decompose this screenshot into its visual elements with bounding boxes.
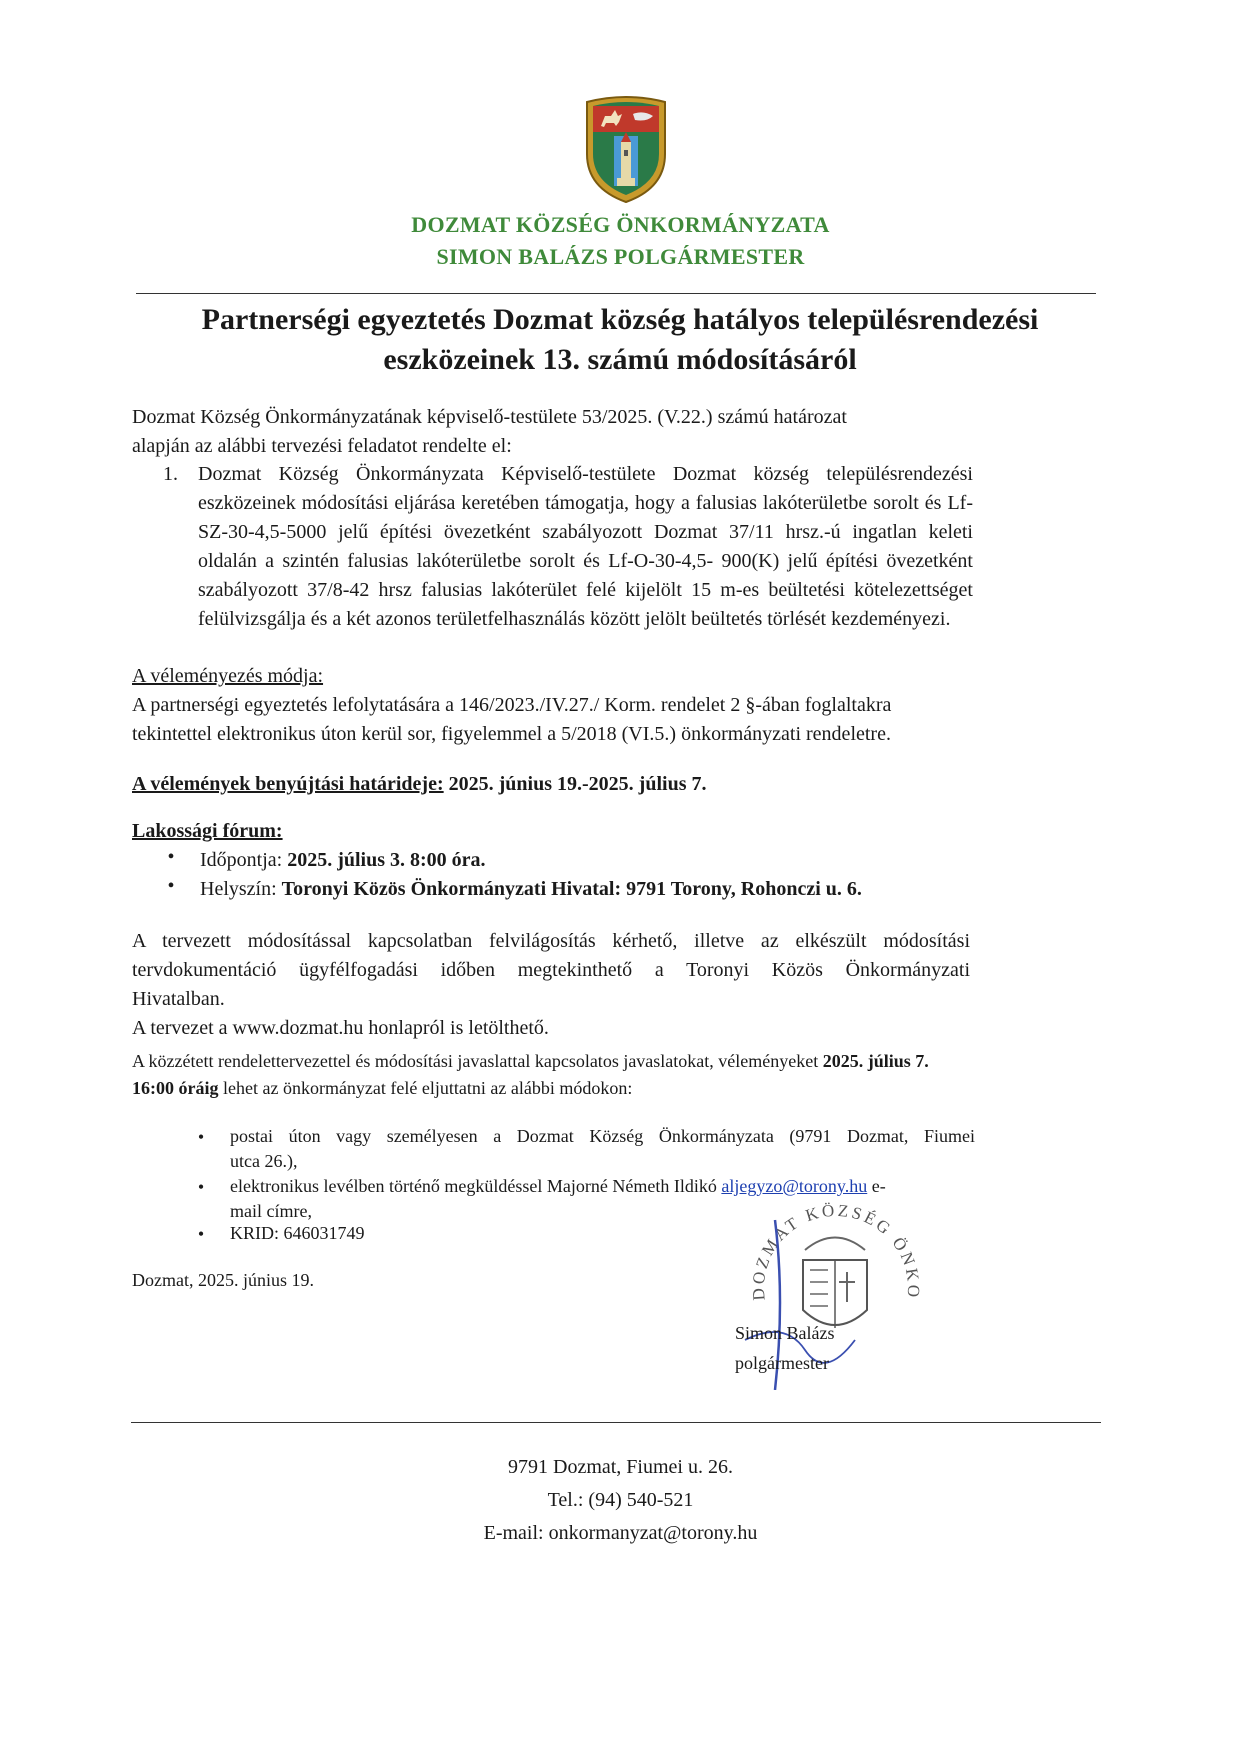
signature-block	[735, 1318, 835, 1378]
mayor-line: SIMON BALÁZS POLGÁRMESTER	[436, 244, 805, 269]
signer-name: Simon Balázs	[735, 1323, 835, 1343]
submit-date-part2: július 7. 16:00 óráig	[132, 1051, 929, 1098]
forum-place	[200, 875, 1100, 904]
submit-pre: A közzétett rendelettervezettel és módosítási javaslattal kapcsolatos javaslatokat, véleményeket	[132, 1051, 823, 1071]
intro-line-2: alapján az alábbi tervezési feladatot rendelte el:	[132, 435, 512, 457]
review-heading: A véleményezés módja:	[132, 665, 324, 687]
forum-place-label: Helyszín:	[200, 878, 282, 900]
review-line-2: tekintettel elektronikus úton kerül sor, figyelemmel a 5/2018 (VI.5.) önkormányzati rendeletre.	[132, 723, 891, 745]
forum-time-label: Időpontja:	[200, 849, 288, 871]
forum-time	[200, 846, 1100, 875]
bullet-icon: •	[197, 1224, 205, 1244]
forum-heading: Lakossági fórum:	[132, 820, 283, 842]
email-link[interactable]: aljegyzo@torony.hu	[721, 1176, 868, 1196]
footer-address: 9791 Dozmat, Fiumei u. 26.	[508, 1456, 733, 1478]
info-paragraph	[132, 927, 970, 1043]
intro-line-1: Dozmat Község Önkormányzatának képviselő-testülete 53/2025. (V.22.) számú határozat	[132, 406, 847, 428]
forum-time-value: 2025. július 3. 8:00 óra.	[287, 849, 486, 871]
deadline-label: A vélemények benyújtási határideje:	[132, 773, 444, 795]
submit-date-part1: 2025.	[822, 1051, 864, 1071]
method-post	[230, 1124, 975, 1174]
bullet-icon: •	[167, 875, 175, 897]
info-line-2: tervdokumentáció ügyfélfogadási időben megtekinthető a Toronyi Közös Önkormányzati	[132, 959, 970, 981]
bullet-icon: •	[197, 1177, 205, 1197]
header-divider	[136, 293, 1096, 294]
document-title	[140, 300, 1100, 380]
submit-paragraph	[132, 1048, 970, 1102]
forum-place-value: Toronyi Közös Önkormányzati Hivatal: 9791 Torony, Rohonczi u. 6.	[281, 878, 862, 900]
footer-divider	[131, 1422, 1101, 1423]
place-date: Dozmat, 2025. június 19.	[132, 1270, 314, 1290]
method-email-text: elektronikus levélben történő megküldéssel Majorné Németh Ildikó	[230, 1176, 722, 1196]
org-name: DOZMAT KÖZSÉG ÖNKORMÁNYZATA	[411, 212, 830, 237]
bullet-icon: •	[167, 846, 175, 868]
review-line-1: A partnerségi egyeztetés lefolytatására a 146/2023./IV.27./ Korm. rendelet 2 §-ában foglaltakra	[132, 694, 892, 716]
svg-text:DOZMAT KÖZSÉG ÖNKORMÁNYZATA: DOZMAT KÖZSÉG ÖNKO	[748, 1200, 924, 1302]
bullet-icon: •	[197, 1127, 205, 1147]
deadline-line	[132, 770, 1112, 799]
intro-paragraph	[132, 403, 1112, 461]
signer-role: polgármester	[735, 1353, 829, 1373]
submit-post: lehet az önkormányzat felé eljuttatni az alábbi módokon:	[218, 1078, 633, 1098]
title-line-2: eszközeinek 13. számú módosításáról	[383, 343, 857, 376]
method-email-suffix: e-	[867, 1176, 886, 1196]
method-krid: KRID: 646031749	[230, 1223, 365, 1243]
task-text: Dozmat Község Önkormányzata Képviselő-testülete Dozmat község településrendezési eszközeinek módosítási eljárása keretében támogatja, hogy a falusias lakóterületbe sorolt és Lf-SZ-30-4,5-5000 jelű építési övezetként szabályozott Dozmat 37/11 hrsz.-ú ingatlan keleti oldalán a szintén falusias lakóterületbe sorolt és Lf-O-30-4,5- 900(K) jelű építési övezetként szabályozott 37/8-42 hrsz falusias lakóterület felé kijelölt 15 m-es beültetési kötelezettséget felülvizsgálja és a két azonos területfelhasználás között jelölt beültetés törlését kezdeményezi.	[198, 463, 973, 630]
info-line-3: Hivatalban.	[132, 988, 225, 1010]
method-post-line-1: postai úton vagy személyesen a Dozmat Község Önkormányzata (9791 Dozmat, Fiumei	[230, 1126, 975, 1146]
review-section	[132, 662, 1112, 749]
info-line-1: A tervezett módosítással kapcsolatban felvilágosítás kérhető, illetve az elkészült módosítási	[132, 930, 970, 952]
method-email-line-2: mail címre,	[230, 1201, 312, 1221]
deadline-value: 2025. június 19.-2025. július 7.	[443, 773, 707, 795]
municipal-crest	[581, 92, 671, 204]
info-line-4: A tervezet a www.dozmat.hu honlapról is letölthető.	[132, 1017, 549, 1039]
title-line-1: Partnerségi egyeztetés Dozmat község hatályos településrendezési	[201, 303, 1039, 336]
task-number: 1.	[163, 463, 178, 485]
footer-phone: Tel.: (94) 540-521	[547, 1489, 694, 1511]
method-post-line-2: utca 26.),	[230, 1151, 298, 1171]
footer-email: E-mail: onkormanyzat@torony.hu	[483, 1522, 758, 1544]
